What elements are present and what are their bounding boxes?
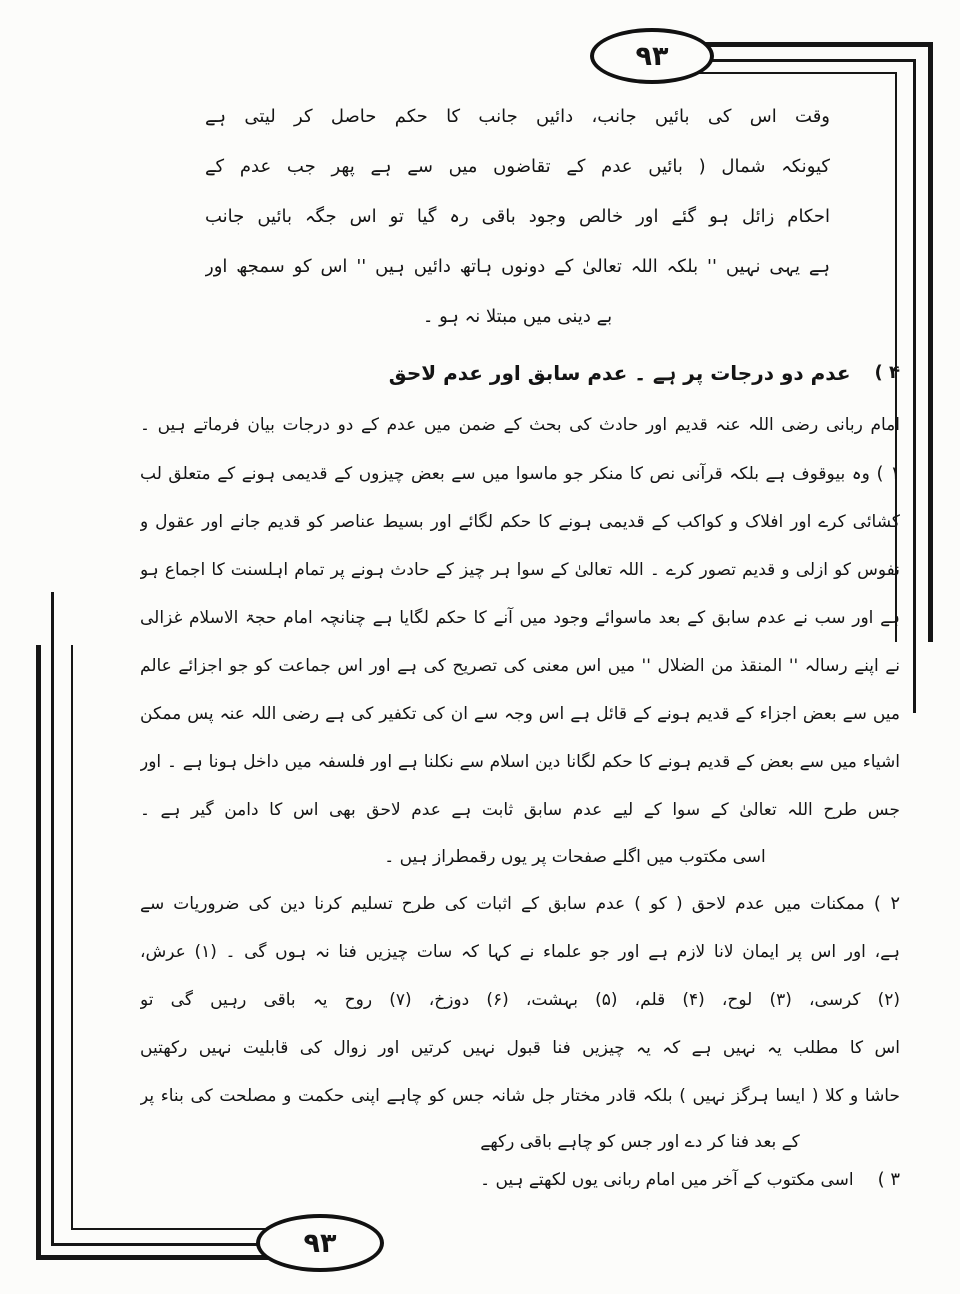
body-line: (۲) کرسی، (۳) لوح، (۴) قلم، (۵) بہشت، (۶) دوزخ، (۷) روح یہ باقی رہیں گی تو [140,990,900,1010]
frame-line-left-thick [36,645,41,1260]
frame-line-left-mid [51,592,54,1246]
body-line: اشیاء میں سے بعض کے قدیم ہونے کا حکم لگانا دین اسلام سے نکلنا ہے اور فلسفہ میں داخل ہونا ہے ۔ اور [140,752,900,772]
quote-block [205,92,830,342]
item-2-marker: ۲ ) [873,893,900,914]
item-1-tail-line: اسی مکتوب میں اگلے صفحات پر یوں رقمطراز ہیں ۔ [384,847,766,867]
frame-line-bottom-mid [51,1243,281,1246]
section-4-intro [140,402,900,448]
intro-line: امام ربانی رضی اللہ عنہ قدیم اور حادث کی بحث کے ضمن میں عدم کے دو درجات بیان فرماتے ہیں ۔ [140,415,900,435]
body-line: ممکنات میں عدم لاحق ( کو ) عدم سابق کے اثبات کی طرح تسلیم کرنا دین کی ضروریات سے [140,894,865,914]
page-number-top: ۹۳ [635,40,669,72]
page-number-badge-top [590,28,714,84]
frame-line-left-thin [71,645,73,1230]
section-4-heading-row [140,350,900,396]
body-line: ہے، اور اس پر ایمان لانا لازم ہے اور جو علماء نے کہا کہ سات چیزیں فنا نہ ہوں گی ۔ (۱) عرش، [140,942,900,962]
page-number-bottom: ۹۳ [303,1227,337,1259]
section-4-marker: ۴ ) [874,362,900,383]
body-line: میں سے بعض اجزاء کے قدیم ہونے کے قائل ہے اس وجہ سے ان کی تکفیر کی ہے رضی اللہ عنہ پس ممکن [140,704,900,724]
item-3-row [140,1158,900,1202]
frame-line-right-thick [928,42,933,642]
item-3-text: اسی مکتوب کے آخر میں امام ربانی یوں لکھتے ہیں ۔ [480,1170,854,1190]
item-2-paragraph [140,880,900,1164]
body-line: اس کا مطلب یہ نہیں ہے کہ یہ چیزیں فنا قبول نہیں کرتیں اور زوال کی قابلیت نہیں رکھتیں [140,1038,900,1058]
body-line: ہے اور سب نے عدم سابق کے بعد ماسوائے وجود میں آنے کا حکم لگایا ہے چنانچہ امام حجۃ الاسلام غزالی [140,608,900,628]
quote-line: ہے یہی نہیں '' بلکہ اللہ تعالیٰ کے دونوں ہاتھ دائیں ہیں '' اس کو سمجھ اور [205,256,830,277]
item-1-marker: ۱ ) [876,463,900,484]
quote-last-line: بے دینی میں مبتلا نہ ہو ۔ [422,306,613,327]
quote-line: وقت اس کی بائیں جانب، دائیں جانب کا حکم حاصل کر لیتی ہے [205,106,830,127]
frame-line-right-mid [913,59,916,713]
frame-line-bottom-thick [36,1255,281,1260]
body-line: حاشا و کلا ( ایسا ہرگز نہیں ) بلکہ قادر مختار جل شانہ جس کو چاہے اپنی حکمت و مصلحت کی بناء پر [140,1086,900,1106]
page-number-badge-bottom [256,1214,384,1272]
body-line: نفوس کو ازلی و قدیم تصور کرے ۔ اللہ تعالیٰ کے سوا ہر چیز کے حادث ہونے پر تمام اہلسنت کا اجماع ہو [140,560,900,580]
body-line: وہ بیوقوف ہے بلکہ قرآنی نص کا منکر جو ماسوا میں سے بعض چیزوں کے قدیمی ہونے کے متعلق لب [140,464,870,484]
body-line: جس طرح اللہ تعالیٰ کے سوا کے لیے عدم سابق ثابت ہے عدم لاحق بھی اس کا دامن گیر ہے ۔ [140,800,900,820]
quote-line: کیونکہ شمال ( بائیں عدم کے تقاضوں میں سے ہے پھر جب عدم کے [205,156,830,177]
body-line: کشائی کرے اور افلاک و کواکب کے قدیمی ہونے کا حکم لگائے اور بسیط عناصر کو قدیم جانے اور عقول و [140,512,900,532]
frame-line-bottom-thin [71,1228,271,1230]
item-2-tail-line: کے بعد فنا کر دے اور جس کو چاہے باقی رکھے [480,1132,800,1152]
item-3-marker: ۳ ) [877,1169,900,1190]
section-4-heading: عدم دو درجات پر ہے ۔ عدم سابق اور عدم لاحق [388,361,851,385]
item-1-first-line [140,450,900,498]
item-2-first-line [140,880,900,928]
item-1-paragraph [140,450,900,880]
body-line: نے اپنے رسالہ '' المنقذ من الضلال '' میں اس معنی کی تصریح کی ہے اور اس جماعت کو جو اجزائے عالم [140,656,900,676]
quote-line: احکام زائل ہو گئے اور خالص وجود باقی رہ گیا تو اس جگہ بائیں جانب [205,206,830,227]
